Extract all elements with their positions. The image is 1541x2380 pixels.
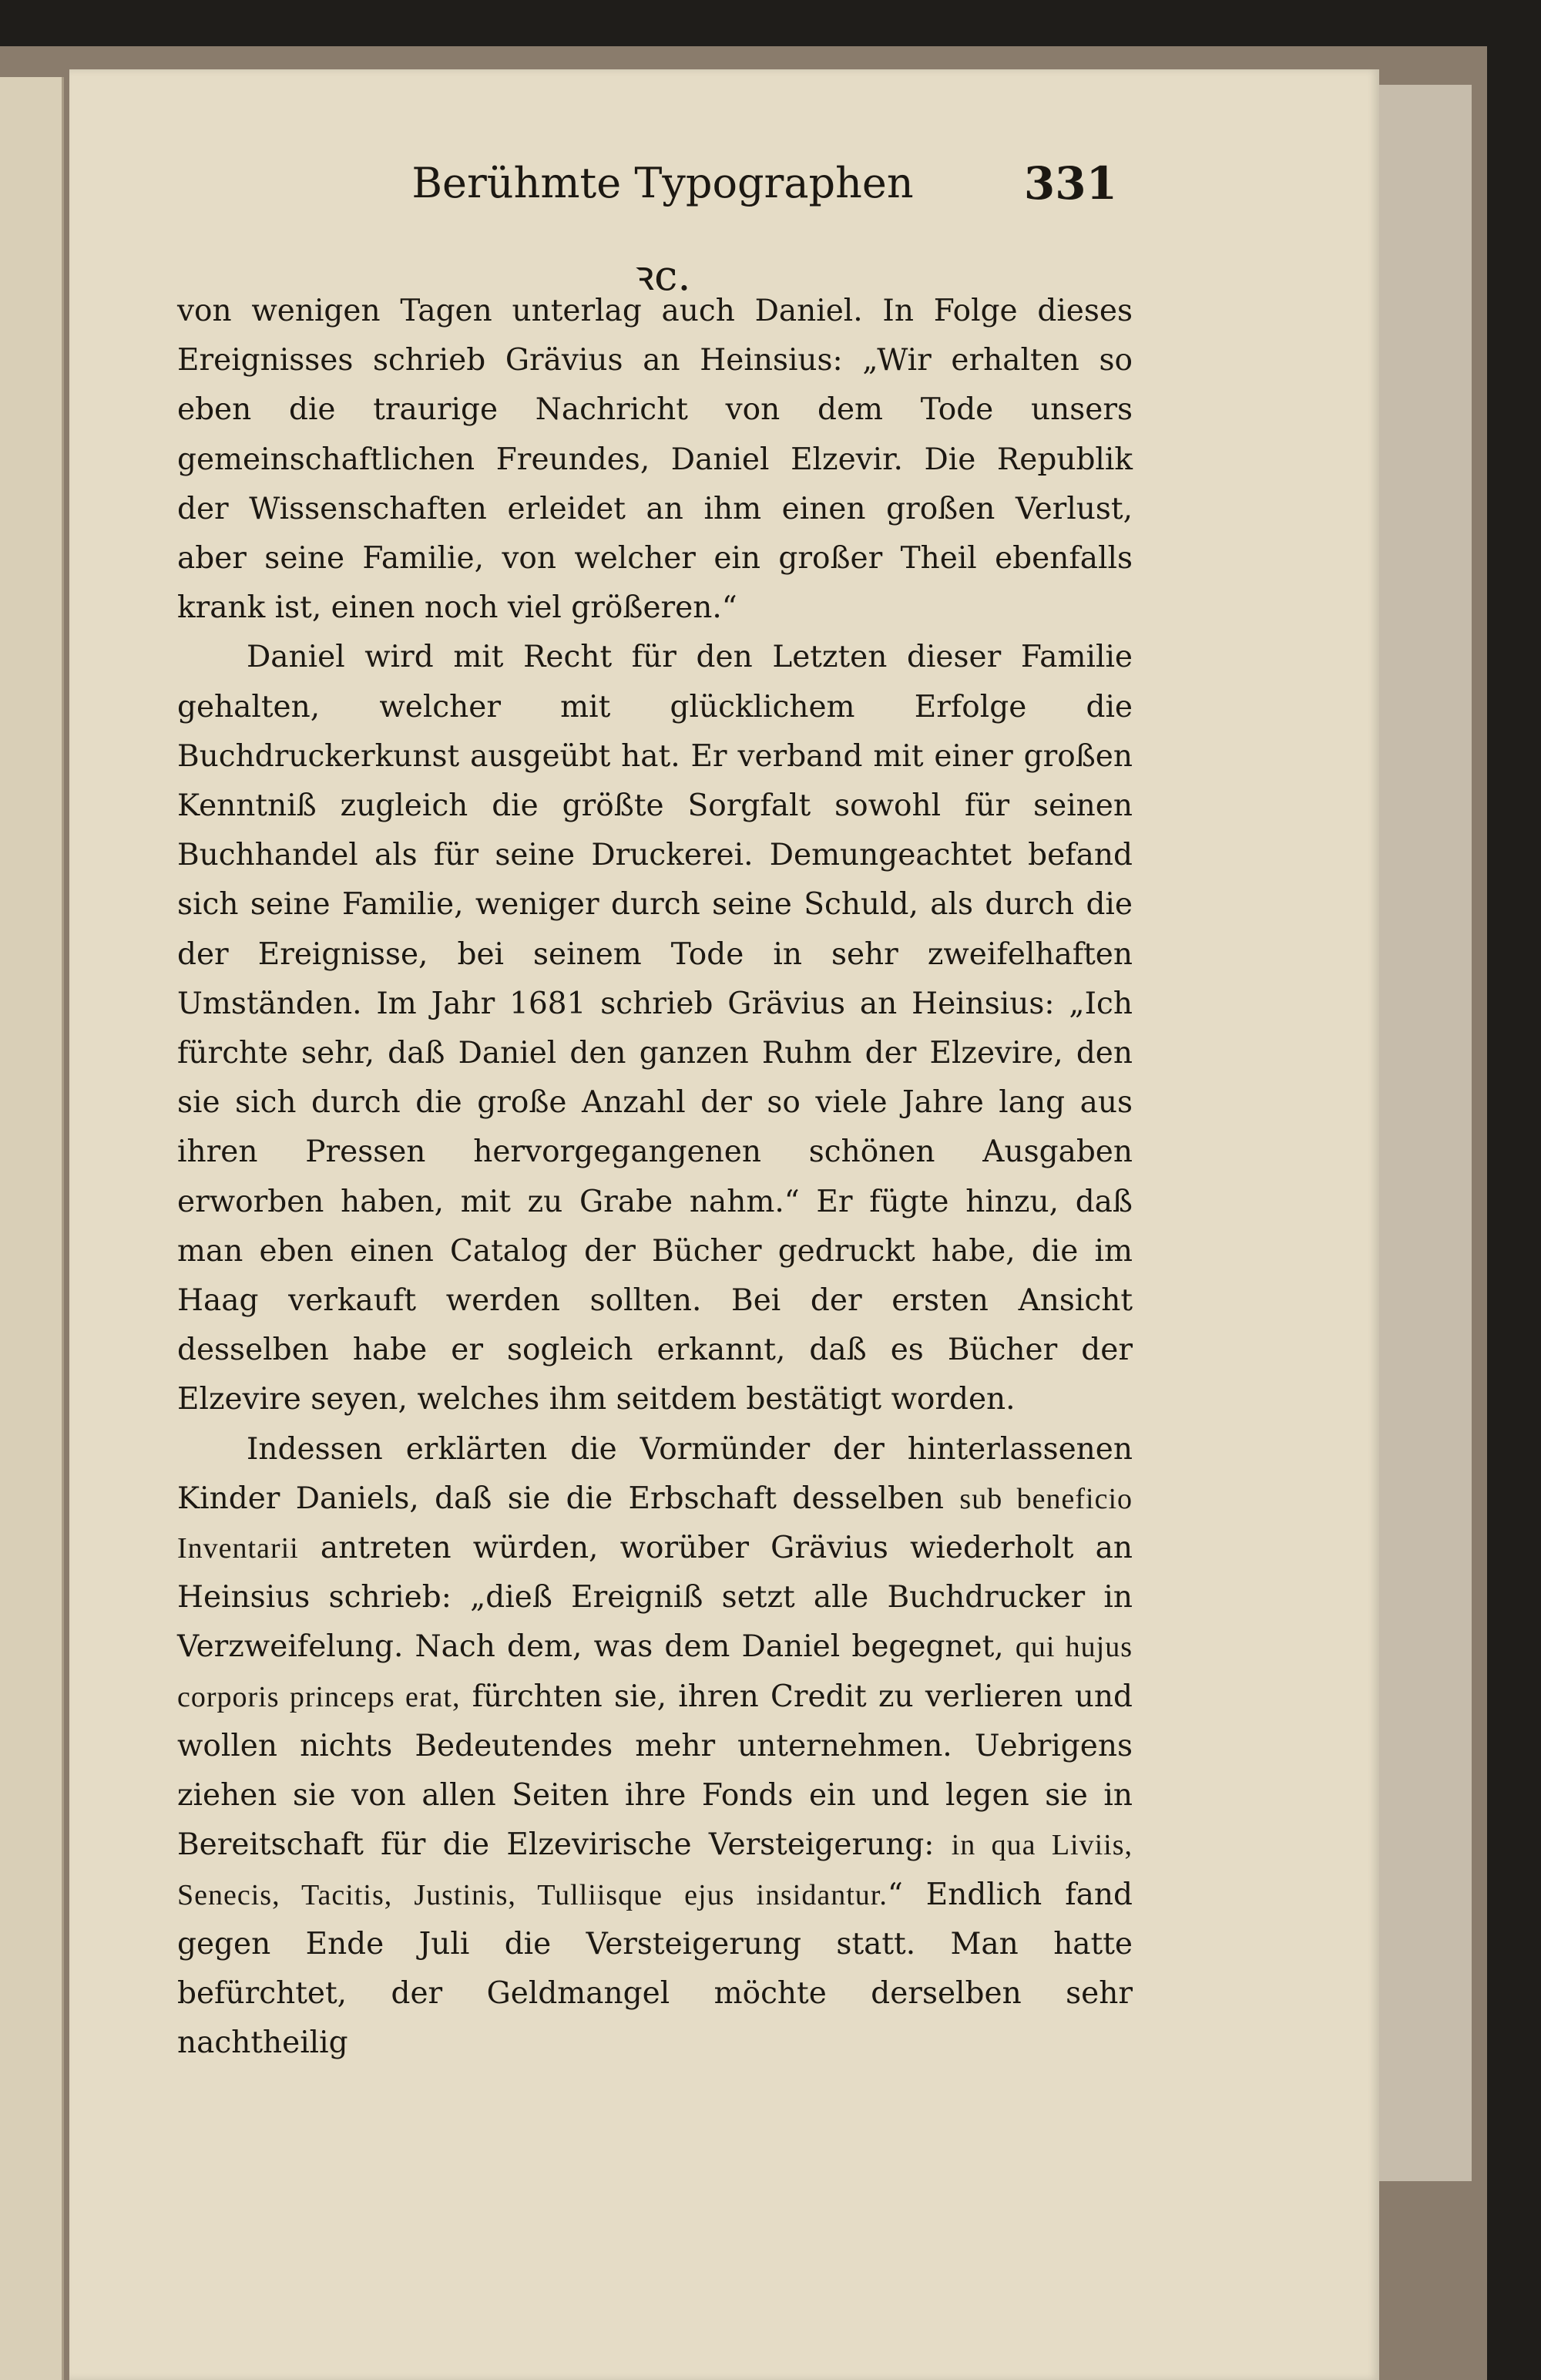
latin-phrase-1: sub beneficio Inventarii — [177, 1482, 1133, 1565]
running-head — [324, 137, 1117, 300]
paragraph-2: Daniel wird mit Recht für den Letzten dieser Familie gehalten, welcher mit glücklichem Erfolge die Buchdruckerkunst ausgeübt hat. Er verband mit einer großen Kenntniß zugleich die größte Sorgfalt sowohl für seinen Buchhandel als für seine Druckerei. Demungeachtet befand sich seine Familie, weniger durch seine Schuld, als durch die der Ereignisse, bei seinem Tode in sehr zweifelhaften Umständen. Im Jahr 1681 schrieb Grävius an Heinsius: „Ich fürchte sehr, daß Daniel den ganzen Ruhm der Elzevire, den sie sich durch die große Anzahl der so viele Jahre lang aus ihren Pressen hervorgegangenen schönen Ausgaben erworben haben, mit zu Grabe nahm.“ Er fügte hinzu, daß man eben einen Catalog der Bücher gedruckt habe, die im Haag verkauft werden sollten. Bei der ersten Ansicht desselben habe er sogleich erkannt, daß es Bücher der Elzevire seyen, welches ihm seitdem bestätigt worden. — [177, 640, 1133, 1417]
running-head-title: Berühmte Typographen ꝛc. — [411, 159, 914, 300]
paragraph-3-text-4: “ Endlich fand gegen Ende Juli die Versteigerung statt. Man hatte befürchtet, der Geldmangel möchte derselben sehr nachtheilig — [177, 1877, 1133, 2061]
paragraph-1: von wenigen Tagen unterlag auch Daniel. In Folge dieses Ereignisses schrieb Grävius an Heinsius: „Wir erhalten so eben die traurige Nachricht von dem Tode unsers gemeinschaftlichen Freundes, Daniel Elzevir. Die Republik der Wissenschaften erleidet an ihm einen großen Verlust, aber seine Familie, von welcher ein großer Theil ebenfalls krank ist, einen noch viel größeren.“ — [177, 294, 1133, 626]
text-body — [177, 287, 1133, 2068]
latin-phrase-2: qui hujus corporis princeps erat, — [177, 1631, 1133, 1713]
left-page-edge — [0, 77, 64, 2380]
paragraph-3-text-2: antreten würden, worüber Grävius wiederholt an Heinsius schrieb: „dieß Ereigniß setzt alle Buchdrucker in Verzweifelung. Nach dem, was dem Daniel begegnet, — [177, 1531, 1133, 1665]
paragraph-3-text-1: Indessen erklärten die Vormünder der hinterlassenen Kinder Daniels, daß sie die Erbschaft desselben — [177, 1431, 1133, 1516]
paragraph-3 — [177, 1425, 1133, 2069]
page-edge-strip — [1379, 85, 1472, 2181]
page-number: 331 — [1023, 157, 1117, 210]
paragraph-3-text-3: fürchten sie, ihren Credit zu verlieren und wollen nichts Bedeutendes mehr unternehmen. Uebrigens ziehen sie von allen Seiten ihre Fonds ein und legen sie in Bereitschaft für die Elzevirische Versteigerung: — [177, 1679, 1133, 1863]
latin-phrase-3: in qua Liviis, Senecis, Tacitis, Justinis, Tulliisque ejus insidantur. — [177, 1829, 1133, 1911]
